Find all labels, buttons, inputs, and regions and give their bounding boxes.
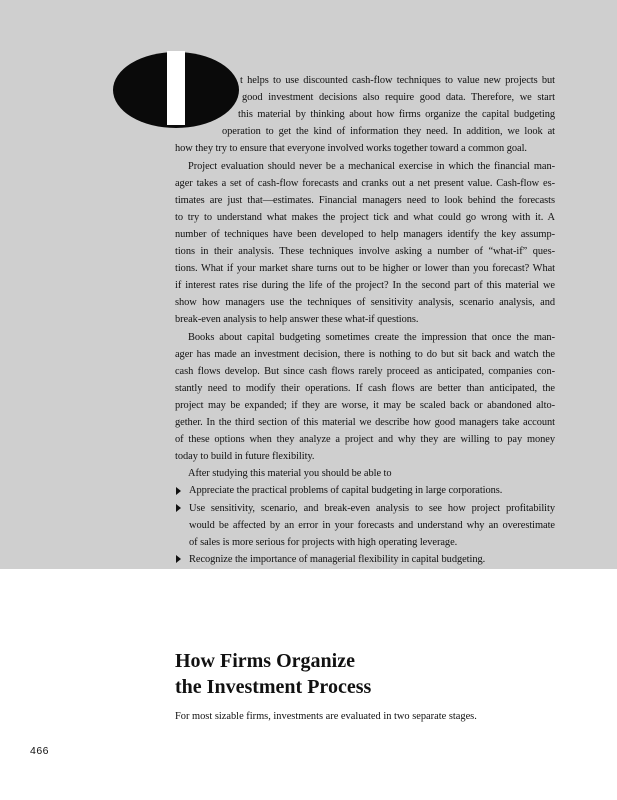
- paragraph-3-line: today to build in future flexibility.: [175, 451, 315, 463]
- page-number: 466: [30, 745, 50, 757]
- bullet-arrow-icon: [176, 504, 181, 512]
- objective-2-line: Use sensitivity, scenario, and break-even analysis to see how project profitability: [189, 502, 555, 514]
- paragraph-3-line: gether. In the third section of this material we describe how good managers take account: [175, 417, 555, 428]
- objective-2-line: would be affected by an error in your forecasts and understand why an overestimate: [189, 519, 555, 531]
- section-title: [175, 648, 371, 700]
- paragraph-3-line: Books about capital budgeting sometimes create the impression that once the man-: [188, 331, 555, 343]
- paragraph-1-line: this material by thinking about how firms organize the capital budgeting: [238, 109, 555, 121]
- paragraph-1-line: good investment decisions also require good data. Therefore, we start: [242, 92, 555, 104]
- objective-2-line: of sales is more serious for projects with high operating leverage.: [189, 536, 458, 548]
- objective-1-line: Appreciate the practical problems of capital budgeting in large corporations.: [189, 485, 503, 497]
- bullet-arrow-icon: [176, 555, 181, 563]
- paragraph-3-line: of these options when they analyze a project and why they are willing to pay money: [175, 434, 555, 446]
- paragraph-3-line: ager has made an investment decision, there is nothing to do but sit back and watch the: [175, 348, 555, 360]
- paragraph-2-line: ager takes a set of cash-flow forecasts and cranks out a net present value. Cash-flow es-: [175, 177, 555, 189]
- paragraph-4-line: After studying this material you should be able to: [188, 468, 392, 480]
- paragraph-2-line: timates are just that—estimates. Financial managers need to look behind the forecasts: [175, 194, 555, 206]
- paragraph-2-line: show how managers use the techniques of sensitivity analysis, scenario analysis, and: [175, 297, 555, 309]
- paragraph-3-line: stantly need to modify their operations. If cash flows are better than anticipated, the: [175, 382, 555, 394]
- paragraph-1-line: t helps to use discounted cash-flow techniques to value new projects but: [240, 75, 555, 86]
- paragraph-2-line: Project evaluation should never be a mechanical exercise in which the financial man-: [188, 160, 555, 172]
- section-lead-paragraph: For most sizable firms, investments are evaluated in two separate stages.: [175, 711, 477, 722]
- paragraph-2-line: number of techniques have been developed to help managers identify the key assump-: [175, 228, 555, 240]
- paragraph-1-line: operation to get the kind of information they need. In addition, we look at: [222, 126, 555, 138]
- paragraph-3-line: cash flows develop. But since cash flows rarely proceed as anticipated, companies con-: [175, 365, 555, 377]
- paragraph-3-line: project may be expanded; if they are worse, it may be scaled back or abandoned alto-: [175, 399, 555, 411]
- objective-3-line: Recognize the importance of managerial flexibility in capital budgeting.: [189, 553, 486, 565]
- paragraph-2-line: break-even analysis to help answer these what-if questions.: [175, 314, 419, 326]
- paragraph-2-line: to try to understand what makes the project tick and what could go wrong with it. A: [175, 211, 555, 223]
- paragraph-2-line: tions in their analysis. These techniques involve asking a number of “what-if” ques-: [175, 246, 555, 257]
- section-title-line-1: How Firms Organize: [175, 650, 355, 672]
- bullet-arrow-icon: [176, 487, 181, 495]
- paragraph-2-line: if interest rates rise during the life of the project? In the second part of this material we: [175, 280, 555, 292]
- paragraph-1-line: how they try to ensure that everyone involved works together toward a common goal.: [175, 143, 527, 155]
- drop-cap-ellipse: [112, 48, 240, 130]
- section-title-line-2: the Investment Process: [175, 676, 372, 698]
- paragraph-2-line: tions. What if your market share turns out to be higher or lower than you forecast? What: [175, 263, 555, 275]
